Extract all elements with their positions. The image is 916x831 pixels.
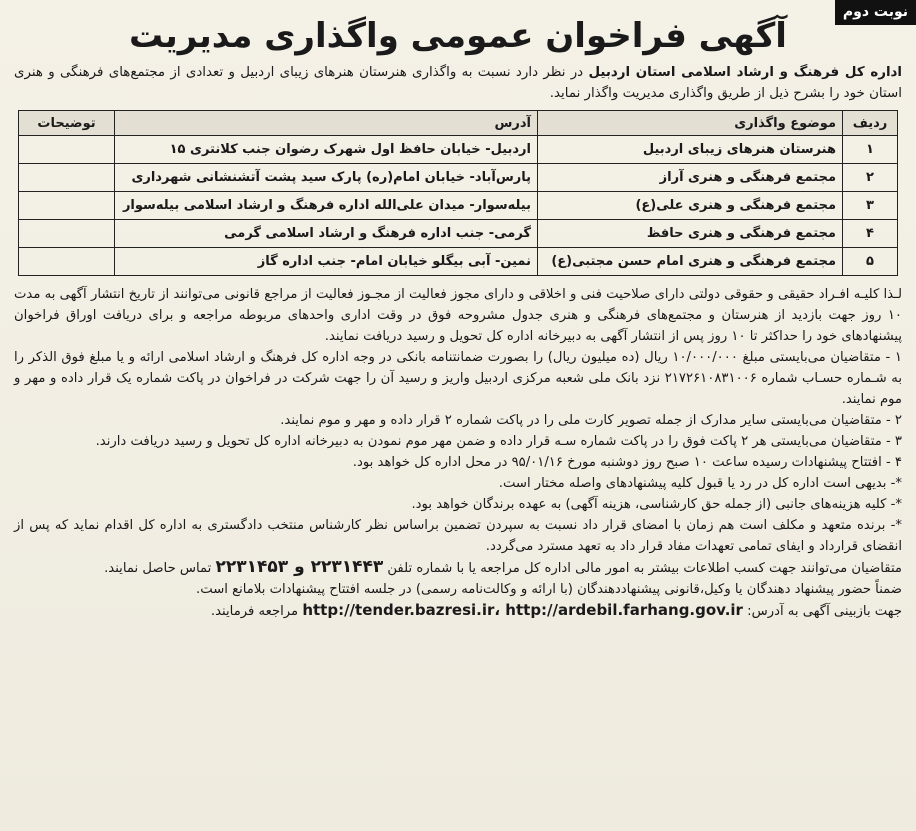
table-header-row xyxy=(19,111,898,136)
assignment-table xyxy=(18,110,898,276)
note-2: *- کلیه هزینه‌های جانبی (از جمله حق کارشناسی، هزینه آگهی) به عهده برندگان خواهد بود. xyxy=(411,497,902,512)
clause-4: ۴ - افتتاح پیشنهادات رسیده ساعت ۱۰ صبح روز دوشنبه مورخ ۹۵/۰۱/۱۶ در محل اداره کل خواهد بود. xyxy=(352,455,902,470)
table-row xyxy=(19,192,898,220)
row-subject: مجتمع فرهنگی و هنری حافظ xyxy=(538,220,843,248)
table-row xyxy=(19,248,898,276)
presence-paragraph: ضمناً حضور پیشنهاد دهندگان یا وکیل،قانونی پیشنهاددهندگان (با ارائه و وکالت‌نامه رسمی) در جلسه افتتاح پیشنهادات بلامانع است. xyxy=(196,582,902,597)
header-address: آدرس xyxy=(115,111,538,136)
page-title: آگهی فراخوان عمومی واگذاری مدیریت xyxy=(129,16,787,56)
intro-text: در نظر دارد نسبت به واگذاری هنرستان هنرهای زیبای اردبیل و تعدادی از مجتمع‌های فرهنگی و هنری استان خود را بشرح ذیل از طریق واگذاری مدیریت واگذار نماید. xyxy=(14,65,902,101)
clause-1: ۱ - متقاضیان می‌بایستی مبلغ ۱۰/۰۰۰/۰۰۰ ریال (ده میلیون ریال) را بصورت ضمانتنامه بانکی در وجه اداره کل فرهنگ و ارشاد اسلامی ارائه و یا مبلغ فوق الذکر را به شـماره حسـاب شماره ۲۱۷۲۶۱۰۸۳۱۰۰۶ نزد بانک ملی شعبه مرکزی اردبیل واریز و رسید آن را جهت شرکت در فراخوان در پاکت شماره یک قرار داده و مهر و موم نمایند. xyxy=(14,350,902,407)
row-subject: مجتمع فرهنگی و هنری علی(ع) xyxy=(538,192,843,220)
table-row xyxy=(19,136,898,164)
contact-paragraph xyxy=(14,557,902,579)
row-number: ۲ xyxy=(843,164,898,192)
row-number: ۳ xyxy=(843,192,898,220)
row-description xyxy=(19,192,115,220)
contact-text-end: تماس حاصل نمایند. xyxy=(104,561,216,576)
phone-numbers: ۲۲۳۱۴۴۳ و ۲۲۳۱۴۵۳ xyxy=(215,557,384,577)
row-number: ۵ xyxy=(843,248,898,276)
header-subject: موضوع واگذاری xyxy=(538,111,843,136)
row-address: نمین- آبی بیگلو خیابان امام- جنب اداره گاز xyxy=(115,248,538,276)
row-description xyxy=(19,248,115,276)
website-text-end: مراجعه فرمایند. xyxy=(210,604,303,619)
turn-badge: نوبت دوم xyxy=(835,0,916,25)
row-address: گرمی- جنب اداره فرهنگ و ارشاد اسلامی گرمی xyxy=(115,220,538,248)
row-address: اردبیل- خیابان حافظ اول شهرک رضوان جنب کلانتری ۱۵ xyxy=(115,136,538,164)
clause-3: ۳ - متقاضیان می‌بایستی هر ۲ پاکت فوق را در پاکت شماره سـه قرار داده و ضمن مهر موم نمودن به دبیرخانه اداره کل تحویل و رسید دریافت دارند. xyxy=(95,434,902,449)
header-description: توضیحات xyxy=(19,111,115,136)
row-subject: مجتمع فرهنگی و هنری آراز xyxy=(538,164,843,192)
note-3: *- برنده متعهد و مکلف است هم زمان با امضای قرار داد نسبت به سپردن تضمین براساس نظر کارشناس منتخب دادگستری به اداره کل اقدام نماید که پس از انقضای قرارداد و ایفای تمامی تعهدات مفاد قرار داد به تعهد مسترد می‌گردد. xyxy=(14,518,902,554)
website-line xyxy=(14,600,902,622)
row-subject: هنرستان هنرهای زیبای اردبیل xyxy=(538,136,843,164)
note-1: *- بدیهی است اداره کل در رد یا قبول کلیه پیشنهادهای واصله مختار است. xyxy=(498,476,902,491)
table-row xyxy=(19,220,898,248)
header-row-number: ردیف xyxy=(843,111,898,136)
row-number: ۴ xyxy=(843,220,898,248)
clause-2: ۲ - متقاضیان می‌بایستی سایر مدارک از جمله تصویر کارت ملی را در پاکت شماره ۲ قرار داده و مهر و موم نمایند. xyxy=(280,413,902,428)
website-links[interactable]: http://tender.bazresi.ir، http://ardebil.farhang.gov.ir xyxy=(302,601,743,619)
row-description xyxy=(19,220,115,248)
row-subject: مجتمع فرهنگی و هنری امام حسن مجتبی(ع) xyxy=(538,248,843,276)
eligibility-paragraph: لـذا کلیـه افـراد حقیقی و حقوقی دولتی دارای صلاحیت فنی و اخلاقی و دارای مجوز فعالیت از مجـوز فعالیت از مراجع قانونی می‌توانند از تاریخ انتشار آگهی به مدت ۱۰ روز جهت بازدید از هنرستان و مجتمع‌های فرهنگی و هنری جدول مشروحه فوق در وقت اداری واحدهای مربوطه مراجعه و برای دریافت اوراق فراخوان پیشنهادهای خود را حداکثر تا ۱۰ روز پس از انتشار آگهی به دبیرخانه اداره کل تحویل و رسید دریافت نمایند. xyxy=(14,287,902,344)
row-address: بیله‌سوار- میدان علی‌الله اداره فرهنگ و ارشاد اسلامی بیله‌سوار xyxy=(115,192,538,220)
contact-text: متقاضیان می‌توانند جهت کسب اطلاعات بیشتر به امور مالی اداره کل مراجعه یا با شماره تلفن xyxy=(383,561,902,576)
organization-name: اداره کل فرهنگ و ارشاد اسلامی استان اردبیل xyxy=(588,65,902,80)
table-row xyxy=(19,164,898,192)
row-address: پارس‌آباد- خیابان امام(ره) پارک سید پشت آتشنشانی شهرداری xyxy=(115,164,538,192)
intro-paragraph xyxy=(14,62,902,104)
website-text: جهت بازبینی آگهی به آدرس: xyxy=(742,604,902,619)
row-number: ۱ xyxy=(843,136,898,164)
row-description xyxy=(19,164,115,192)
row-description xyxy=(19,136,115,164)
